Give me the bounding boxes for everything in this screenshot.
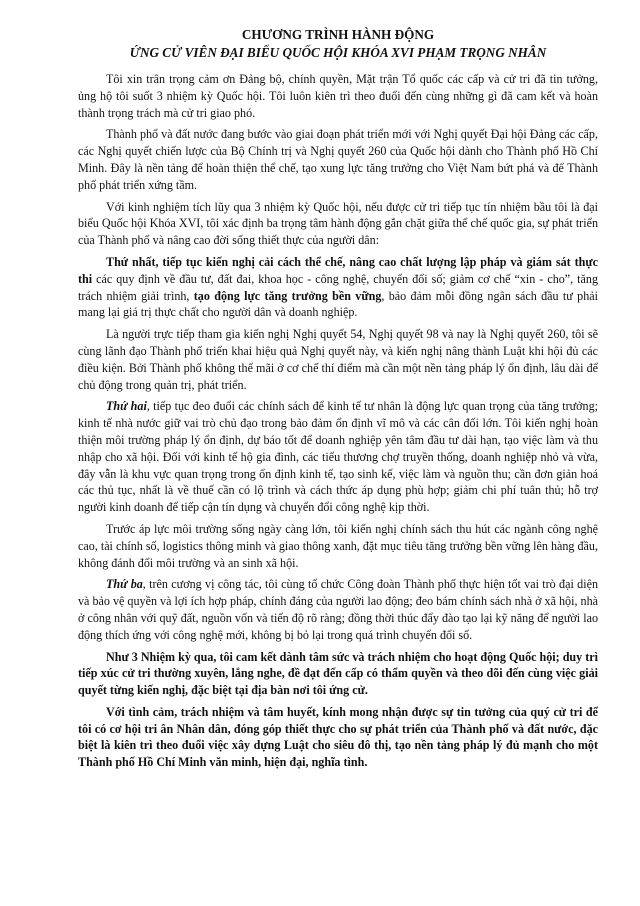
paragraph-thanks: Tôi xin trân trọng cảm ơn Đảng bộ, chính quyền, Mặt trận Tổ quốc các cấp và cử tri đã tin tưởng, ủng hộ tôi suốt 3 nhiệm kỳ Quốc hội. Tôi luôn kiên trì theo đuổi đến cùng những gì đã cam kết và hoàn thành trọng trách mà cử tri giao phó.	[78, 72, 598, 120]
first-priority-emphasis: tạo động lực tăng trưởng bền vững	[193, 288, 382, 303]
page-title: CHƯƠNG TRÌNH HÀNH ĐỘNG	[241, 27, 435, 42]
paragraph-commitment	[78, 649, 598, 699]
paragraph-second-priority	[78, 398, 598, 516]
third-priority-lead: Thứ ba	[106, 577, 143, 592]
commitment-text: Nhiệm kỳ qua, tôi cam kết dành tâm sức và trách nhiệm cho hoạt động Quốc hội; duy trì tiếp xúc cử tri thường xuyên, lắng nghe, đề đạt đến cấp có thẩm quyền và theo dõi đến cùng việc giải quyết từng kiến nghị, đặc biệt tại địa bàn nơi tôi ứng cử.	[78, 649, 598, 698]
paragraph-resolutions: Là người trực tiếp tham gia kiến nghị Nghị quyết 54, Nghị quyết 98 và nay là Nghị quyết 260, tôi sẽ cùng lãnh đạo Thành phố triển khai hiệu quả Nghị quyết này, và kiến nghị nâng thành Luật khi hội đủ các điều kiện. Bởi Thành phố không thể mãi ở cơ chế thí điểm mà cần một nền tảng pháp lý ổn định, lâu dài để chủ động trong quản trị, phát triển.	[78, 327, 598, 392]
second-priority-lead: Thứ hai	[106, 399, 147, 414]
first-priority-text-end: , bảo đảm mỗi đồng ngân sách đầu tư phải mang lại giá trị thực chất cho người dân và doanh nghiệp.	[78, 288, 598, 320]
page-subtitle: ỨNG CỬ VIÊN ĐẠI BIỂU QUỐC HỘI KHÓA XVI PHẠM TRỌNG NHÂN	[129, 45, 547, 60]
first-priority-text: các quy định về đầu tư, đất đai, khoa học - công nghệ, chuyển đổi số; giảm cơ chế “xin - cho”, tăng trách nhiệm giải trình,	[78, 271, 598, 303]
paragraph-third-priority	[78, 576, 598, 643]
commitment-prefix: Như 3	[106, 649, 138, 664]
third-priority-text: , trên cương vị công tác, tôi cùng tổ chức Công đoàn Thành phố thực hiện tốt vai trò đại diện và bảo vệ quyền và lợi ích hợp pháp, chính đáng của người lao động; đeo bám chính sách nhà ở xã hội, nhà ở công nhân với quỹ đất, nguồn vốn và tiến độ rõ ràng; đồng thời thúc đẩy đào tạo lại kỹ năng để người lao động thích ứng với công nghệ mới, không bị bỏ lại trong quá trình chuyển đổi số.	[78, 577, 598, 642]
paragraph-first-priority	[78, 254, 598, 321]
paragraph-environment: Trước áp lực môi trường sống ngày càng lớn, tôi kiến nghị chính sách thu hút các ngành công nghệ cao, tài chính số, logistics thông minh và giao thông xanh, đặt mục tiêu tăng trưởng bền vững lên hàng đầu, không đánh đổi môi trường và an sinh xã hội.	[78, 521, 598, 570]
first-priority-lead: Thứ nhất, tiếp tục kiến nghị cải cách thể chế, nâng cao chất lượng lập pháp và giám sát thực thi	[78, 254, 598, 286]
paragraph-context: Thành phố và đất nước đang bước vào giai đoạn phát triển mới với Nghị quyết Đại hội Đảng các cấp, các Nghị quyết chiến lược của Bộ Chính trị và Nghị quyết 260 của Quốc hội dành cho Thành phố Hồ Chí Minh. Đây là nền tảng để hoàn thiện thể chế, tạo xung lực tăng trưởng cho Việt Nam bứt phá và để Thành phố phát triển xứng tầm.	[78, 127, 598, 192]
second-priority-text: , tiếp tục đeo đuổi các chính sách để kinh tế tư nhân là động lực quan trọng của tăng trưởng; kinh tế nhà nước giữ vai trò chủ đạo trong bảo đảm ổn định vĩ mô và các cân đối lớn. Tôi kiến nghị hoàn thiện môi trường pháp lý ổn định, dự báo tốt để doanh nghiệp yên tâm đầu tư dài hạn, tạo việc làm và thu nhập cho xã hội. Đối với kinh tế hộ gia đình, các tiểu thương chợ truyền thống, doanh nghiệp nhỏ và vừa, đây vẫn là khu vực quan trọng trong ổn định kinh tế, tạo sinh kế, việc làm và nguồn thu; cần đơn giản hoá các thủ tục, nhất là về thuế cần có lộ trình và cách thức áp dụng phù hợp; giảm chi phí tuân thủ; hỗ trợ người kinh doanh để tiếp cận tín dụng và chuyển đổi công nghệ kịp thời.	[78, 399, 599, 515]
paragraph-closing: Với tình cảm, trách nhiệm và tâm huyết, kính mong nhận được sự tin tưởng của quý cử tri để tôi có cơ hội tri ân Nhân dân, đóng góp thiết thực cho sự phát triển của Thành phố và đất nước, đặc biệt là kiên trì theo đuổi việc xây dựng Luật cho siêu đô thị, tạo nền tảng pháp lý đủ mạnh cho một Thành phố Hồ Chí Minh văn minh, hiện đại, nghĩa tình.	[78, 704, 598, 770]
paragraph-priorities-intro: Với kinh nghiệm tích lũy qua 3 nhiệm kỳ Quốc hội, nếu được cử tri tiếp tục tín nhiệm bầu tôi là đại biểu Quốc hội Khóa XVI, tôi xác định ba trọng tâm hành động gắn chặt giữa thể chế quốc gia, sự phát triển của Thành phố và nâng cao đời sống thiết thực của người dân:	[78, 199, 598, 248]
